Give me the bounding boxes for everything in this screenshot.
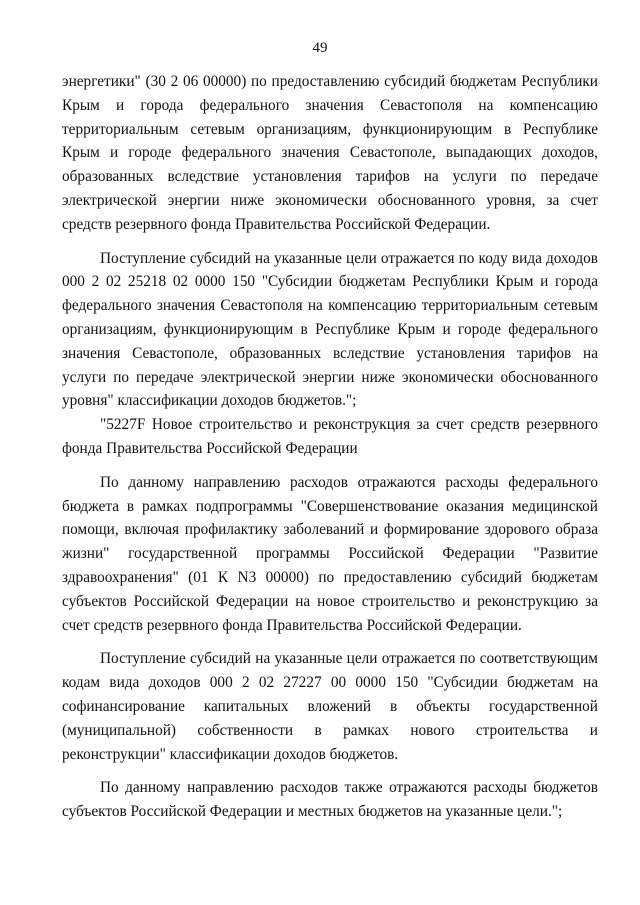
document-body <box>62 70 598 824</box>
paragraph-revenue-code-27227: Поступление субсидий на указанные цели отражается по соответствующим кодам вида доходов 000 2 02 27227 00 0000 150 "Субсидии бюджетам на софинансирование капитальных вложений в объекты государственной (муниципальной) собственности в рамках нового строительства и реконструкции" классификации доходов бюджетов. <box>62 650 598 763</box>
paragraph-direction-healthcare: По данному направлению расходов отражаются расходы федерального бюджета в рамках подпрограммы "Совершенствование оказания медицинской помощи, включая профилактику заболеваний и формирование здорового образа жизни" государственной программы Российской Федерации "Развитие здравоохранения" (01 К N3 00000) по предоставлению субсидий бюджетам субъектов Российской Федерации на новое строительство и реконструкцию за счет средств резервного фонда Правительства Российской Федерации. <box>62 473 598 634</box>
paragraph-direction-regional-budgets: По данному направлению расходов также отражаются расходы бюджетов субъектов Российской Федерации и местных бюджетов на указанные цели."; <box>62 779 598 821</box>
paragraph-continuation: энергетики" (30 2 06 00000) по предоставлению субсидий бюджетам Республики Крым и города федерального значения Севастополя на компенсацию территориальным сетевым организациям, функционирующим в Республике Крым и городе федерального значения Севастополе, выпадающих доходов, образованных вследствие установления тарифов на услуги по передаче электрической энергии ниже экономически обоснованного уровня, за счет средств резервного фонда Правительства Российской Федерации. <box>62 73 598 233</box>
paragraph-heading-5227F: "5227F Новое строительство и реконструкция за счет средств резервного фонда Правительства Российской Федерации <box>62 416 598 457</box>
page-number: 49 <box>312 40 328 56</box>
paragraph-revenue-code-25218: Поступление субсидий на указанные цели отражается по коду вида доходов 000 2 02 25218 02 0000 150 "Субсидии бюджетам Республики Крым и города федерального значения Севастополя на компенсацию территориальным сетевым организациям, функционирующим в Республике Крым и городе федерального значения Севастополе, образованных вследствие установления тарифов на услуги по передаче электрической энергии ниже экономически обоснованного уровня" классификации доходов бюджетов."; <box>62 249 598 410</box>
